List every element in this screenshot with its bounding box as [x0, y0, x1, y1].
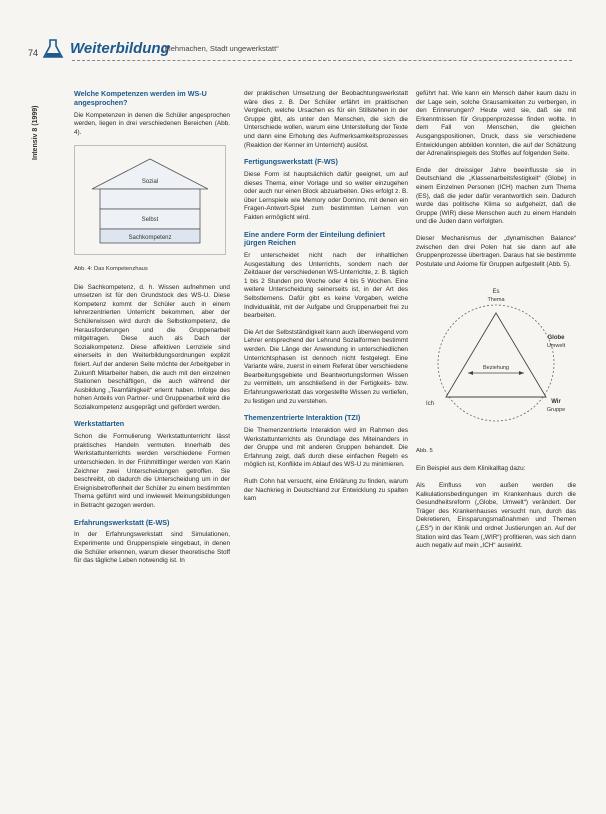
header-divider [72, 60, 572, 61]
paragraph: geführt hat. Wie kann ein Mensch daher kaum dazu in der Lage sein, solche Grausamkeiten zu verbergen, in den Erinnerungen? Heute wird sie, daß sie mit Erkenntnissen für Gruppenprozesse finden wollte. In dem Fall von Menschen, die gleichen Ausgangspositionen, Druck, dass sie verschiedene Entwicklungen abbilden konnten, die auf der Schätzung der Adrenalinspiegels des Stoffes auf folgenden Seite. [416, 90, 576, 158]
label-beziehung: Beziehung [483, 365, 509, 372]
paragraph: Schon die Formulierung Werkstattunterricht lässt praktisches Handeln vermuten. Innerhalb des Werkstattunterrichts werden verschiedene Formen unterschieden. In der Frühmittlinger werden von Karin Zeichner zwei Unterscheidungen getroffen. Sie beschreibt, ob dadurch die Unterscheidung um in der Ereignisbetroffenheit der Schüler zu einem bestimmten Thema geführt wird und inwieweit Meinungsbildungen in Betracht gezogen werden. [74, 433, 230, 510]
heading-werkstattarten: Werkstattarten [74, 419, 125, 429]
paragraph: Die Art der Selbstständigkeit kann auch überwiegend vom Lehrer entsprechend der Lehrund Sozialformen bestimmt werden. Die Länge der Anwendung in unterschiedlichen Unterrichtsphasen ist dennoch nicht festgelegt. Eine Variante wäre, zuerst in einem Referat über verschiedene Bearbeitungsgebiete und Beantwortungsformen Wissen zu vermitteln, um anschließend in der Fertigkeits- bzw. Erfahrungswerkstatt das vorgestellte Wissen zu vertiefen, zu festigen und zu verstehen. [244, 328, 408, 405]
figure-5-caption: Abb. 5 [416, 447, 433, 454]
paragraph: Ein Beispiel aus dem Klinikalltag dazu: [416, 465, 526, 473]
heading-einteilung: Eine andere Form der Einteilung definiert jürgen Reichen [244, 229, 385, 248]
header-subtitle: „Mehmachen, Stadt ungewerkstatt“ [162, 44, 279, 53]
heading-erfahrungswerkstatt: Erfahrungswerkstatt (E-WS) [74, 517, 170, 527]
paragraph: Ruth Cohn hat versucht, eine Erklärung zu finden, warum der Nachkrieg in Deutschland zur Entwicklung zu spalten kam [244, 477, 408, 503]
column-1 [74, 90, 230, 574]
label-es: Es [492, 289, 500, 296]
paragraph: In der Erfahrungswerkstatt sind Simulationen, Experimente und Gruppenspiele eingebaut, in denen die Schüler erkennen, warum dieser theoretische Stoff für das tägliche Leben notwendig ist. In [74, 531, 230, 565]
paragraph: Die Themenzentrierte Interaktion wird im Rahmen des Werkstattunterrichts als Grundlage des Miteinanders in der Gruppe und mit anderen Gruppen behandelt. Die Erfahrung zeigt, daß durch diese einfachen Regeln es möglich ist, Konflikte im Ablauf des WS-U zu minimieren. [244, 427, 408, 469]
label-ich: Ich [425, 401, 435, 408]
label-umwelt: Umwelt [546, 343, 566, 350]
figure-4-caption: Abb. 4: Das Kompetenzhaus [74, 265, 148, 272]
brand-title: Weiterbildung [70, 40, 170, 57]
flask-logo-icon [42, 38, 64, 60]
paragraph: Die Sachkompetenz, d. h. Wissen aufnehmen und umsetzen ist für den Grundstock des WS-U. Diese Kompetenz kommt der Schüler auch in einem lehrerzentrierten Unterricht bekommen, aber der Schülerwissen wird durch die Selbstkompetenz, die Herausforderungen und die Gruppenarbeit mitgetragen. Diese auch als Dach der Sozialkompetenz. Diese affektiven Lernziele sind einerseits in den Weiterbildungsordnungen explizit fixiert. Auf der anderen Seite möchte der Arbeitgeber in Zukunft Mitarbeiter haben, die auch mit den einzelnen Stationen beschäftigen, die auch während der Ausbildung „Teamfähigkeit“ erlernt haben. Infolge des hohen Anteils von Partner- und Gruppenarbeit wird die Sozialkompetenz ausgeprägt und gefördert werden. [74, 283, 230, 411]
heading-kompetenzen: Welche Kompetenzen werden im WS-U angesprochen? [74, 89, 207, 107]
house-roof-label: Sozial [141, 179, 159, 186]
paragraph: Dieser Mechanismus der „dynamischen Balance“ zwischen den drei Polen hat sie dann auf alle Gruppenprozesse übertragen. Daraus hat sie bestimmte Postulate und Axiome für Gruppen aufgestellt (Abb. 5). [416, 234, 576, 268]
globe-circle [438, 305, 554, 421]
paragraph: der praktischen Umsetzung der Beobachtungswerkstatt wäre dies z. B. Der Schüler erfährt im praktischen Vergleich, welche Ursachen es für ein Stillstehen in der Gruppe gibt, als unter den Menschen, die sich die Unterschiede wollen, warum eine Unterstellung der Texte und dann eine Erholung des Aufmerksamkeitsprozesses (Reaktion der Kenner im Unterricht) auslöst. [244, 90, 408, 149]
label-gruppe: Gruppe [546, 407, 566, 414]
side-label [30, 100, 44, 160]
competence-house-diagram [74, 145, 226, 255]
label-thema: Thema [487, 297, 505, 304]
house-middle-label: Selbst [141, 217, 159, 224]
paragraph: Diese Form ist hauptsächlich dafür geeignet, um auf dieses Thema, einer Vorlage und so weiter einzugehen oder auch nur einen Block abzuarbeiten. Dies erfolgt z. B. über Lernspiele wie Memory oder Domino, mit denen ein Fragen-Antwort-Spiel zum bestimmten Lernen von Fakten ermöglicht wird. [244, 170, 408, 221]
journal-reference: Intensiv 8 (1999) [32, 105, 39, 160]
page-number: 74 [28, 48, 39, 58]
paragraph: Ende der dreissiger Jahre beeinflusste sie in Deutschland die „Klassenarbeitsfestigkeit“ (Globe) in einem Einzelnen Personen (ICH) machen zum Thema (ES), daß die jeder dafür verantwortlich sein. Dadurch wurde das politische Klima so aufgeheizt, daß die Gruppe (WIR) diese Menschen auch zu einem Handeln und die Juden dann verfolgten. [416, 166, 576, 226]
column-3 [416, 90, 576, 559]
heading-tzi: Themenzentrierte Interaktion (TZI) [244, 413, 361, 423]
paragraph: Er unterscheidet nicht nach der inhaltlichen Ausgestaltung des Unterrichts, sondern nach der Zeitdauer der verschiedenen WS-Unterrichte, z. B. täglich 1 bis 2 Stunden pro Woche oder 4 bis 5 Wochen. Eine weitere Unterscheidung seinerseits ist, in der Art des Selbstlernens. Dafür gibt es keine Vorgaben, welche Individualität, mit der Aufgabe und Gruppenarbeit frei zu bearbeiten. [244, 252, 408, 320]
paragraph: Als Einfluss von außen werden die Kalkulationsbedingungen im Krankenhaus durch die Gesundheitsreform („Globe, Umwelt“) verändert. Der Träger des Krankenhauses versucht nun, durch das Dekretieren, Einsparungsmaßnahmen und Themen („ES“) in der Klinik und ordnet Justierungen an. Auf der Station wird das Team („WIR“) profitieren, was sich dann auch negativ auf mein „ICH“ auswirkt. [416, 482, 576, 550]
heading-fertigungswerkstatt: Fertigungswerkstatt (F-WS) [244, 157, 338, 167]
tzi-triangle-diagram [416, 277, 576, 437]
paragraph: Die Kompetenzen in denen die Schüler angesprochen werden, liegen in drei verschiedenen Bereichen (Abb. 4). [74, 111, 230, 136]
column-2 [244, 90, 408, 512]
house-base-label: Sachkompetenz [128, 235, 172, 242]
label-globe: Globe [547, 335, 565, 342]
tzi-triangle [446, 313, 546, 397]
label-wir: Wir [551, 399, 561, 406]
